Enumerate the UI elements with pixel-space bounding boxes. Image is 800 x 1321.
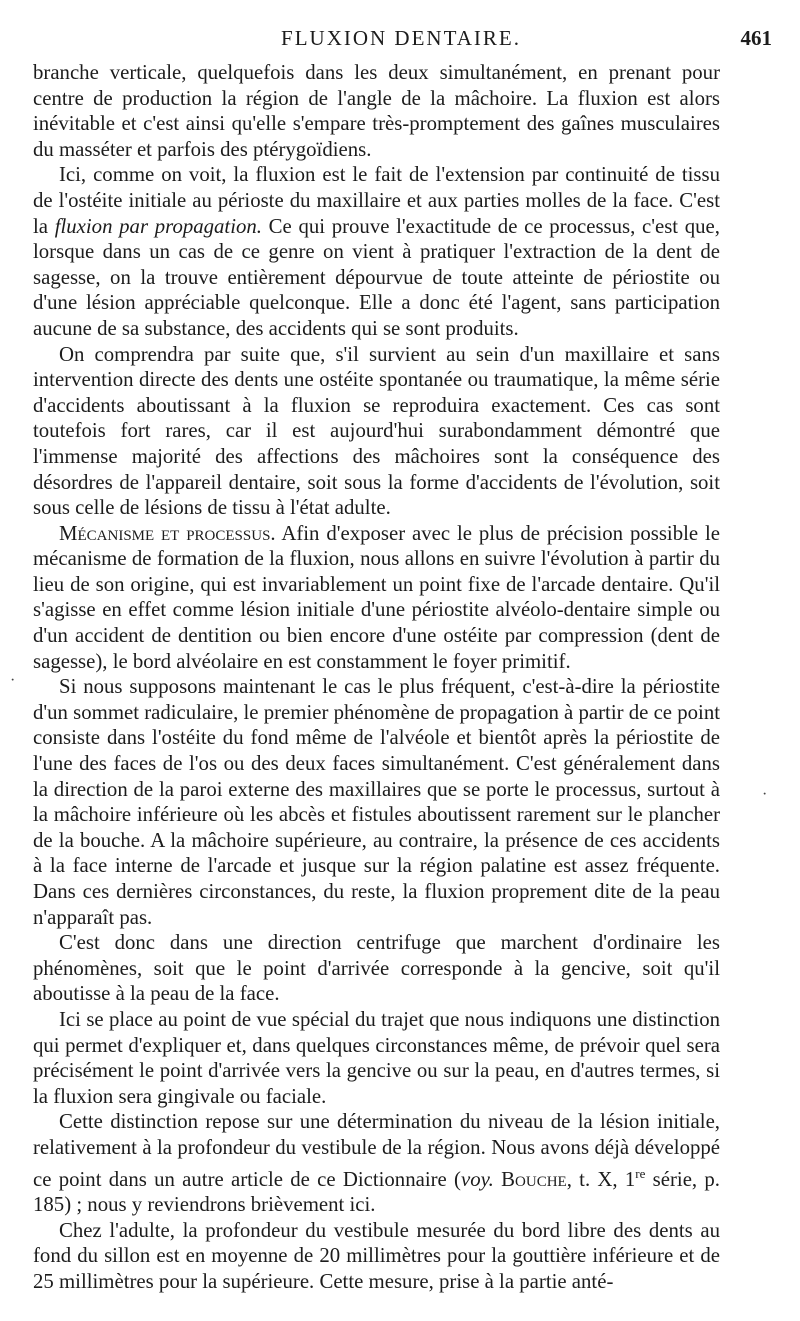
paragraph [33,674,720,930]
text-run: Ce qui prouve l'exactitude de ce processus, c'est que, lorsque dans un cas de ce genre on vient à pratiquer l'extraction de la dent de sagesse, on la trouve entièrement dépourvue de toute atteinte de périostite ou d'une lésion appréciable quelconque. Elle a donc été l'agent, sans participation aucune de sa substance, des accidents qui se sont produits. [33,214,720,340]
text-run: , t. X, 1 [566,1167,636,1191]
paragraph [33,1109,720,1217]
text-run: Si nous supposons maintenant le cas le plus fréquent, c'est-à-dire la périostite d'un sommet radiculaire, le premier phénomène de propagation à partir de ce point consiste dans l'ostéite du fond même de l'alvéole et bientôt après la périostite de l'une des faces de l'os ou des deux faces simultanément. C'est généralement dans la direction de la paroi externe des maxillaires que se porte le processus, surtout à la mâchoire inférieure où les abcès et fistules aboutissent rarement sur le plancher de la bouche. A la mâchoire supérieure, au contraire, la présence de ces accidents à la face interne de l'arcade et jusque sur la région palatine est assez fréquente. Dans ces dernières circonstances, du reste, la fluxion proprement dite de la peau n'apparaît pas. [33,675,720,929]
running-header [30,26,772,56]
text-run: branche verticale, quelquefois dans les deux simultanément, en prenant pour centre de production la région de l'angle de la mâchoire. La fluxion est alors inévitable et c'est ainsi qu'elle s'empare très-promptement des gaînes musculaires du masséter et parfois des ptérygoïdiens. [33,61,720,161]
superscript: re [635,1165,646,1181]
text-run: Chez l'adulte, la profondeur du vestibule mesurée du bord libre des dents au fond du sillon est en moyenne de 20 millimètres pour la gouttière inférieure et de 25 millimètres pour la supérieure. Cette mesure, prise à la partie anté- [33,1218,720,1293]
print-speck: · [10,672,16,689]
italic-text: voy. [460,1167,494,1191]
running-title: FLUXION DENTAIRE. [281,26,521,50]
small-caps-text: Mécanisme et processus. [59,521,276,545]
text-run: Ici, comme on voit, la fluxion est le fait de l'extension par continuité de tissu de l'ostéite initiale au périoste du maxillaire et aux parties molles de la face. C'est la [33,163,720,238]
text-run: C'est donc dans une direction centrifuge que marchent d'ordinaire les phénomènes, soit que le point d'arrivée corresponde à la gencive, soit qu'il aboutisse à la peau de la face. [33,931,720,1006]
text-run: On comprendra par suite que, s'il survient au sein d'un maxillaire et sans intervention directe des dents une ostéite spontanée ou traumatique, la même série d'accidents aboutissant à la fluxion se reproduira exactement. Ces cas sont toutefois fort rares, car il est aujourd'hui surabondamment démontré que l'immense majorité des affections des mâchoires sont la conséquence des désordres de l'appareil dentaire, soit sous la forme d'accidents de l'évolution, soit sous celle de lésions de tissu à l'état adulte. [33,342,720,520]
paragraph [33,930,720,1007]
text-run: Cette distinction repose sur une détermination du niveau de la lésion initiale, relativement à la profondeur du vestibule de la région. Nous avons déjà développé ce point dans un autre article de ce Dictionnaire ( [33,1110,720,1191]
paragraph [33,1218,720,1295]
paragraph [33,60,720,162]
paragraph [33,521,720,675]
body-text [33,60,720,1294]
text-run: Ici se place au point de vue spécial du trajet que nous indiquons une distinction qui permet d'expliquer et, dans quelques circonstances même, de prévoir quel sera précisément le point d'arrivée vers la gencive ou sur la peau, en d'autres termes, si la fluxion sera gingivale ou faciale. [33,1007,720,1108]
paragraph [33,1007,720,1109]
paragraph [33,162,720,341]
text-run: série, p. 185) ; nous y reviendrons brièvement ici. [33,1167,720,1217]
page-number: 461 [740,26,772,50]
italic-text: fluxion par propagation. [54,214,262,238]
text-run: Afin d'exposer avec le plus de précision possible le mécanisme de formation de la fluxion, nous allons en suivre l'évolution à partir du lieu de son origine, qui est invariablement un point fixe de l'arcade dentaire. Qu'il s'agisse en effet comme lésion initiale d'une périostite alvéolo-dentaire simple ou d'un accident de dentition ou bien encore d'une ostéite par compression (dent de sagesse), le bord alvéolaire en est constamment le foyer primitif. [33,521,720,673]
paragraph [33,342,720,521]
small-caps-text: Bouche [501,1167,567,1191]
print-speck: · [762,786,768,803]
